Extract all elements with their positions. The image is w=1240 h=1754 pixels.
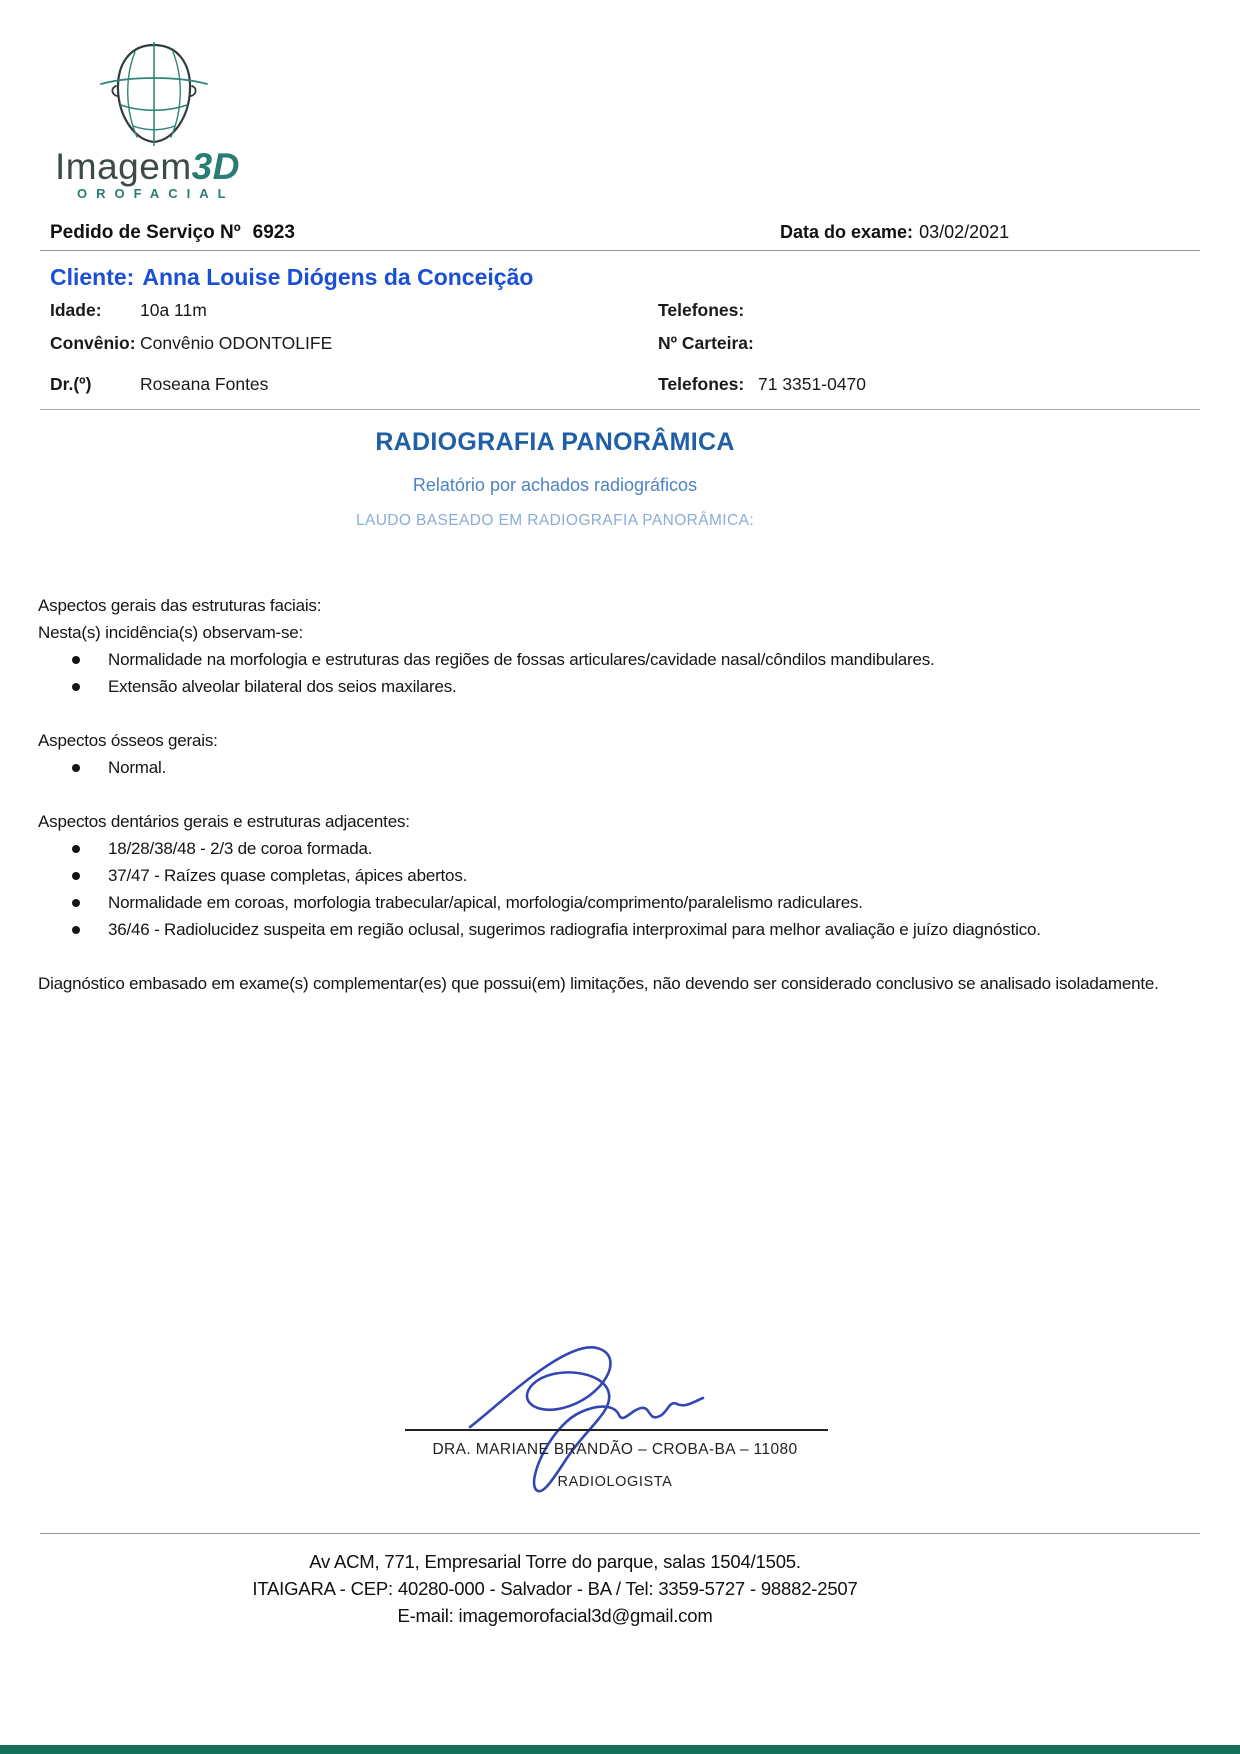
finding-item [38,673,1208,700]
service-order-row [50,222,295,244]
footer [0,1548,1110,1629]
header-divider [40,250,1200,251]
finding-text: Normalidade em coroas, morfologia trabecular/apical, morfologia/comprimento/paralelismo radiculares. [108,893,863,912]
footer-contact: ITAIGARA - CEP: 40280-000 - Salvador - BA / Tel: 3359-5727 - 98882-2507 [252,1578,858,1599]
section-heading: Nesta(s) incidência(s) observam-se: [38,623,304,642]
finding-item [38,889,1208,916]
client-name: Anna Louise Diógens da Conceição [142,264,534,290]
brand-name [55,146,240,188]
finding-item [38,862,1208,889]
service-order-label: Pedido de Serviço Nº [50,222,241,243]
exam-title: RADIOGRAFIA PANORÂMICA [375,428,735,456]
age-label: Idade: [50,300,102,320]
bullet-icon [72,656,80,664]
finding-item [38,646,1208,673]
footer-address: Av ACM, 771, Empresarial Torre do parque, salas 1504/1505. [309,1551,801,1572]
footer-divider [40,1533,1200,1534]
age-value: 10a 11m [140,300,207,320]
section-bone-aspects [38,727,1208,781]
finding-text: 37/47 - Raízes quase completas, ápices abertos. [108,866,468,885]
phones-label: Telefones: [658,300,745,320]
section-divider [40,409,1200,410]
exam-date-row [780,222,1009,243]
signer-name: DRA. MARIANE BRANDÃO – CROBA-BA – 11080 [432,1441,798,1458]
doctor-phone-value: 71 3351-0470 [758,374,867,394]
bullet-icon [72,872,80,880]
client-row [50,264,533,291]
finding-item [38,835,1208,862]
info-row-2 [50,333,1180,354]
finding-text: Normal. [108,758,167,777]
doctor-label: Dr.(º) [50,374,92,394]
wireframe-face-icon [95,42,213,151]
card-number-label: Nº Carteira: [658,333,754,353]
section-heading: Aspectos dentários gerais e estruturas adjacentes: [38,812,410,831]
signature-line [405,1429,828,1431]
finding-text: Extensão alveolar bilateral dos seios maxilares. [108,677,457,696]
bullet-icon [72,899,80,907]
section-dental-aspects [38,808,1208,943]
exam-date-label: Data do exame: [780,222,914,242]
finding-item [38,916,1208,943]
bullet-icon [72,926,80,934]
finding-text: 18/28/38/48 - 2/3 de coroa formada. [108,839,373,858]
doctor-name: Roseana Fontes [140,374,269,394]
finding-text: 36/46 - Radiolucidez suspeita em região oclusal, sugerimos radiografia interproximal para melhor avaliação e juízo diagnóstico. [108,920,1041,939]
section-heading: Aspectos ósseos gerais: [38,731,218,750]
insurance-value: Convênio ODONTOLIFE [140,333,333,353]
exam-subtitle: Relatório por achados radiográficos [412,475,698,495]
diagnosis-disclaimer: Diagnóstico embasado em exame(s) complementar(es) que possui(em) limitações, não devendo ser considerado conclusivo se analisado isoladamente. [38,974,1159,993]
client-label: Cliente: [50,264,135,290]
service-order-number: 6923 [252,222,295,243]
bullet-icon [72,764,80,772]
section-heading: Aspectos gerais das estruturas faciais: [38,596,322,615]
finding-item [38,754,1208,781]
exam-date-value: 03/02/2021 [919,222,1010,242]
bullet-icon [72,845,80,853]
signer-role: RADIOLOGISTA [557,1474,673,1490]
section-facial-structures [38,592,1208,700]
bottom-accent-bar [0,1745,1240,1754]
info-row-1 [50,300,1180,321]
laudo-heading: LAUDO BASEADO EM RADIOGRAFIA PANORÂMICA: [355,512,755,529]
bullet-icon [72,683,80,691]
brand-imagem: Imagem [55,146,192,187]
finding-text: Normalidade na morfologia e estruturas das regiões de fossas articulares/cavidade nasal/côndilos mandibulares. [108,650,935,669]
doctor-phone-label: Telefones: [658,374,745,394]
footer-email: E-mail: imagemorofacial3d@gmail.com [397,1605,713,1626]
insurance-label: Convênio: [50,333,136,353]
brand-subtitle: OROFACIAL [77,186,235,201]
brand-3d: 3D [191,146,240,187]
report-body [38,592,1208,997]
doctor-row [50,374,1180,395]
